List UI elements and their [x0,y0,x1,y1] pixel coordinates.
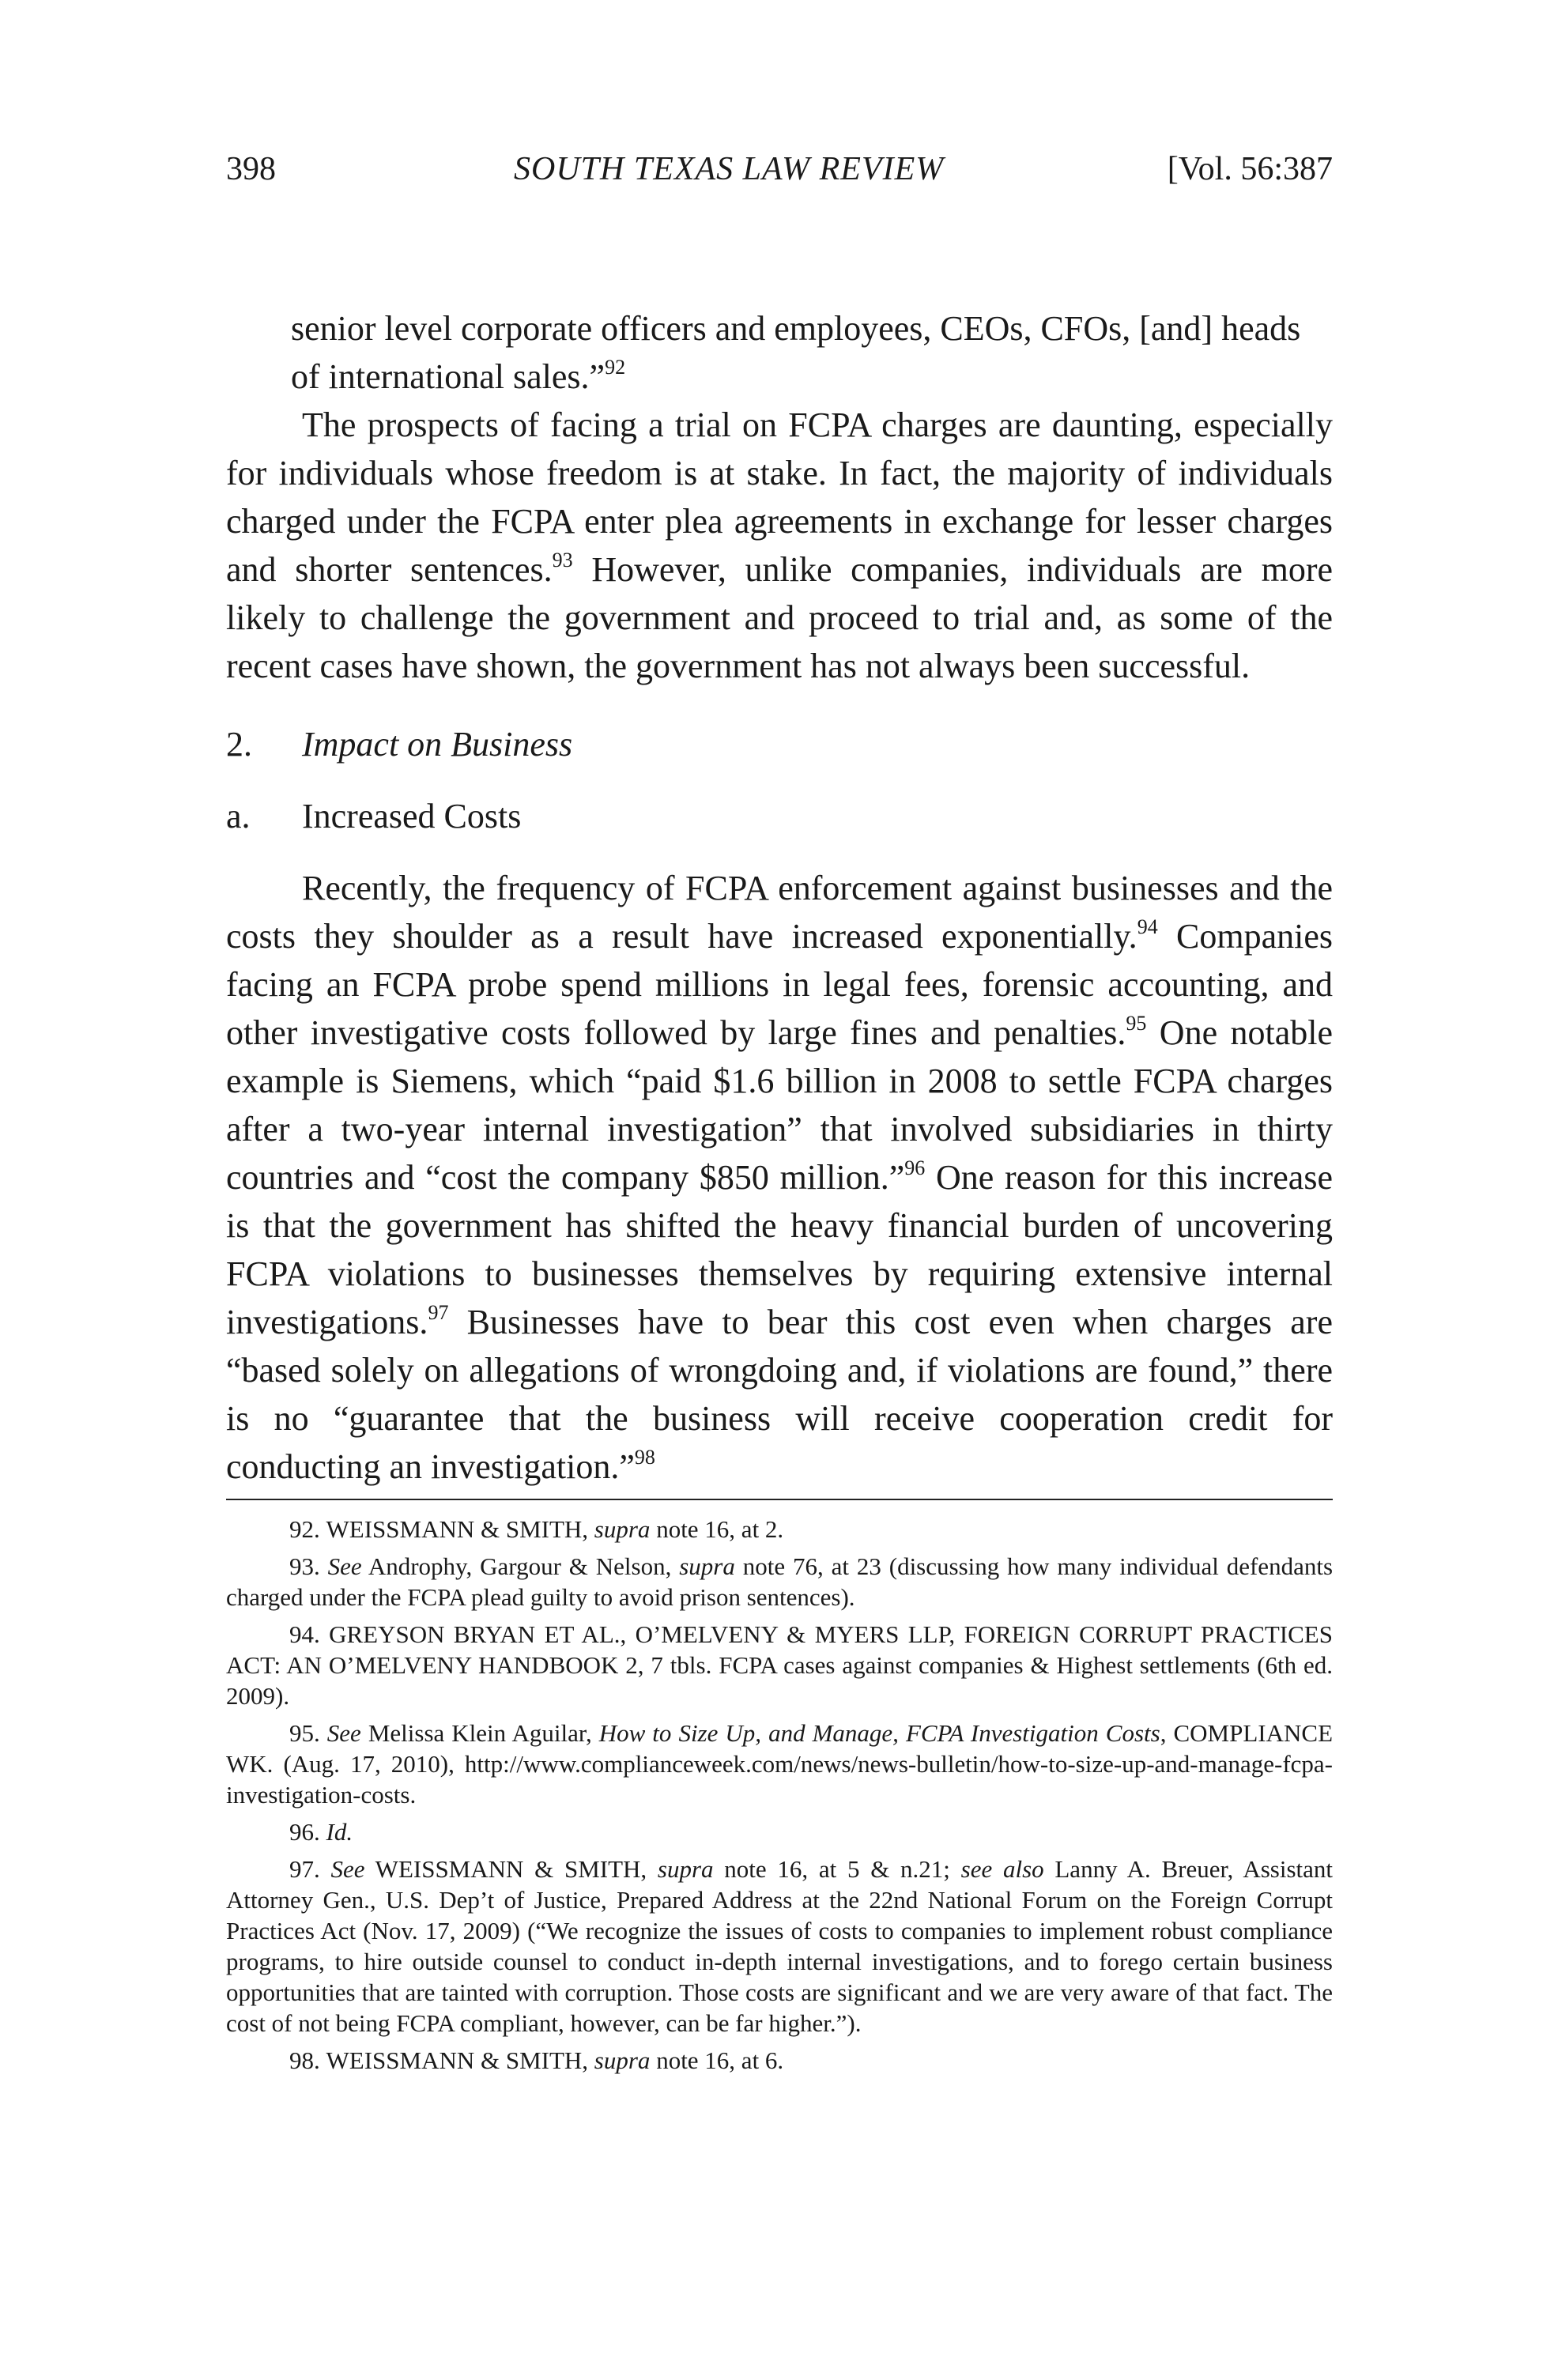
footnote-98: 98. WEISSMANN & SMITH, supra note 16, at 6. [289,2046,784,2074]
footnote-ref: 97 [428,1301,449,1325]
footnote-divider [226,1499,1333,1500]
paragraph: The prospects of facing a trial on FCPA charges are daunting, especially for individuals whose freedom is at stake. In fact, the majority of individuals charged under the FCPA enter plea agreements in exchange for lesser charges and shorter sentences.$^{93}$ However, unlike companies, individuals are more likely to challenge the government and proceed to trial and, as some of the recent cases have shown, the government has not always been successful. [226,405,1333,685]
section-heading: 2. Impact on Business [226,725,573,764]
block-quote: senior level corporate officers and employees, CEOs, CFOs, [and] heads of international sales.”$^{92}$ [291,309,1301,396]
footnote-ref: 92 [605,356,626,379]
footnote-ref: 93 [552,549,573,572]
journal-title: SOUTH TEXAS LAW REVIEW [514,151,945,187]
footnote-97: 97. See WEISSMANN & SMITH, supra note 16, at 5 & n.21; see also Lanny A. Breuer, Assistant Attorney Gen., U.S. Dep’t of Justice, Prepared Address at the 22nd National Forum on the Foreign Corrupt Practices Act (Nov. 17, 2009) (“We recognize the issues of costs to companies to implement robust compliance programs, to hire outside counsel to conduct in-depth internal investigations, and to forego certain business opportunities that are tainted with corruption. Those costs are significant and we are very aware of that fact. The cost of not being FCPA compliant, however, can be far higher.”). [226,1855,1333,2037]
volume-citation: [Vol. 56:387 [1167,151,1333,187]
running-header [226,150,1333,213]
footnote-ref: 94 [1137,915,1158,939]
page-number: 398 [226,151,276,187]
subsection-heading: a. Increased Costs [226,797,522,835]
footnote-95: 95. See Melissa Klein Aguilar, How to Size Up, and Manage, FCPA Investigation Costs, COMPLIANCE WK. (Aug. 17, 2010), http://www.complianceweek.com/news/news-bulletin/how-to-size-up-and-manage-fcpa-investigation-costs. [226,1719,1333,1809]
footnote-93: 93. See Androphy, Gargour & Nelson, supra note 76, at 23 (discussing how many individual defendants charged under the FCPA plead guilty to avoid prison sentences). [226,1552,1334,1611]
footnotes [226,1514,1333,2082]
paragraph: Recently, the frequency of FCPA enforcement against businesses and the costs they shoulder as a result have increased exponentially.$^{94}$ Companies facing an FCPA probe spend millions in legal fees, forensic accounting, and other investigative costs followed by large fines and penalties.$^{95}$ One notable example is Siemens, which “paid $1.6 billion in 2008 to settle FCPA charges after a two-year internal investigation” that involved subsidiaries in thirty countries and “cost the company $850 million.”$^{96}$ One reason for this increase is that the government has shifted the heavy financial burden of uncovering FCPA violations to businesses themselves by requiring extensive internal investigations.$^{97}$ Businesses have to bear this cost even when charges are “based solely on allegations of wrongdoing and, if violations are found,” there is no “guarantee that the business will receive cooperation credit for conducting an investigation.”$^{98}$ [226,869,1334,1486]
footnote-96: 96. Id. [289,1818,353,1846]
footnote-ref: 96 [904,1156,926,1180]
footnote-ref: 95 [1126,1012,1147,1035]
footnote-92: 92. WEISSMANN & SMITH, supra note 16, at 2. [289,1515,784,1543]
footnote-94: 94. GREYSON BRYAN ET AL., O’MELVENY & MYERS LLP, FOREIGN CORRUPT PRACTICES ACT: AN O’MELVENY HANDBOOK 2, 7 tbls. FCPA cases against companies & Highest settlements (6th ed. 2009). [226,1620,1333,1710]
footnote-ref: 98 [634,1446,655,1469]
main-text [226,304,1333,1491]
